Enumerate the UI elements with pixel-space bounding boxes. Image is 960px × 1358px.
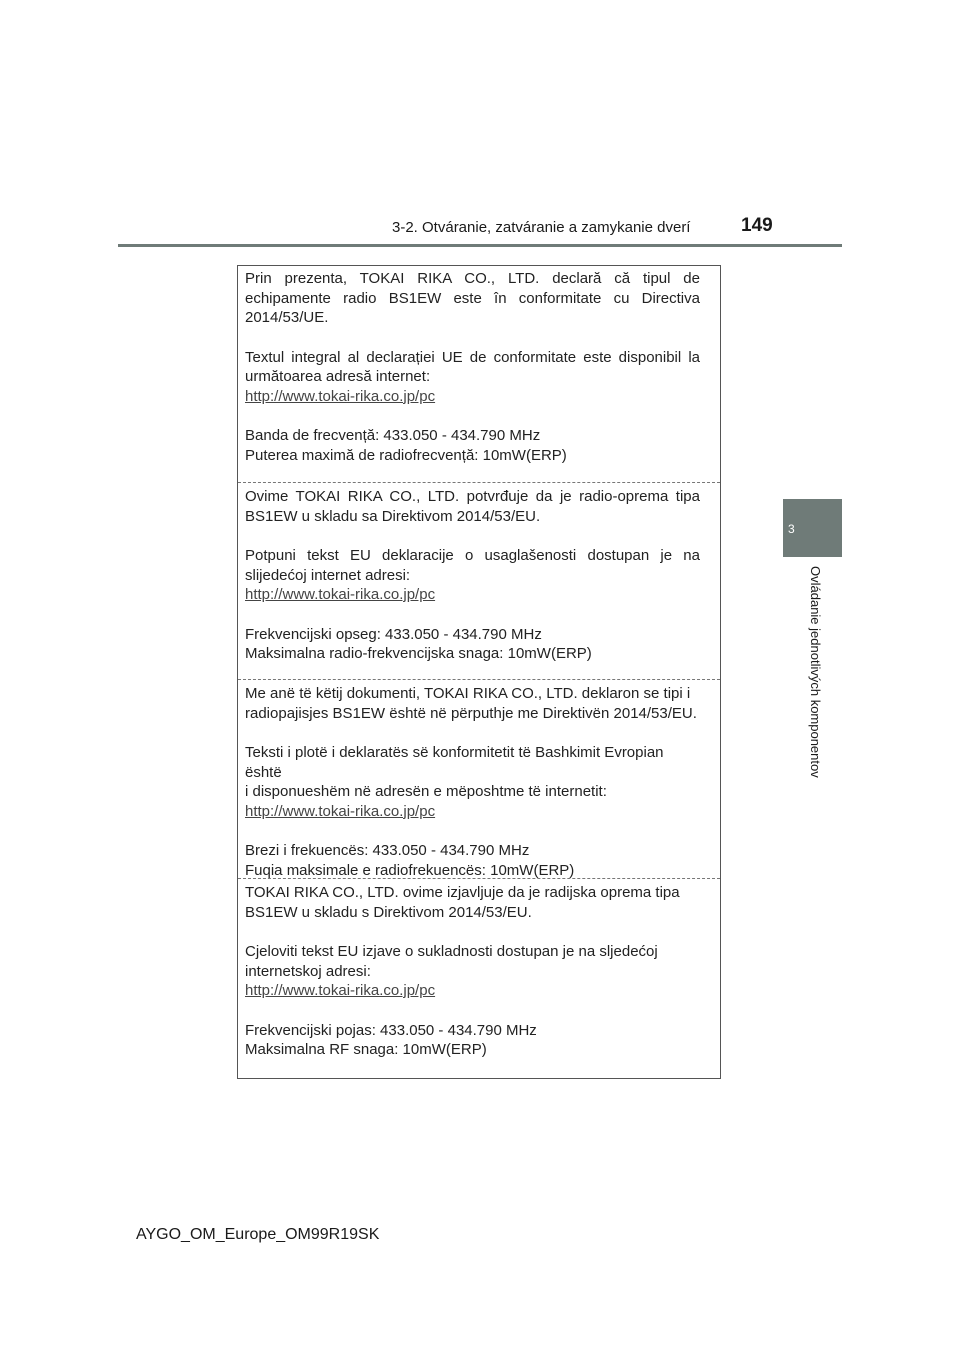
declaration-line: BS1EW u skladu sa Direktivom 2014/53/EU. bbox=[245, 507, 541, 525]
notice-block-croatian bbox=[245, 883, 700, 1060]
frequency-band: Brezi i frekuencës: 433.050 - 434.790 MHz bbox=[245, 842, 530, 859]
max-power: Maksimalna radio-frekvencijska snaga: 10mW(ERP) bbox=[245, 645, 592, 662]
max-power: Puterea maximă de radiofrecvență: 10mW(ERP) bbox=[245, 446, 567, 464]
declaration-link[interactable]: http://www.tokai-rika.co.jp/pc bbox=[245, 982, 436, 999]
notice-block-montenegrin bbox=[245, 487, 700, 664]
declaration-line: TOKAI RIKA CO., LTD. ovime izjavljuje da je radijska oprema tipa bbox=[245, 884, 680, 901]
declaration-line: Ovime TOKAI RIKA CO., LTD. potvrđuje da je radio-oprema tipa bbox=[245, 488, 700, 505]
block-separator bbox=[238, 679, 720, 680]
section-title: 3-2. Otváranie, zatváranie a zamykanie dverí bbox=[392, 219, 691, 236]
chapter-side-title: Ovládanie jednotlivých komponentov bbox=[808, 566, 823, 778]
max-power: Fuqia maksimale e radiofrekuencës: 10mW(ERP) bbox=[245, 861, 575, 879]
text-line: Potpuni tekst EU deklaracije o usaglašenosti dostupan je na bbox=[245, 547, 700, 564]
declaration-line: BS1EW u skladu s Direktivom 2014/53/EU. bbox=[245, 903, 532, 921]
block-separator bbox=[238, 878, 720, 879]
text-line: internetskoj adresi: bbox=[245, 962, 371, 980]
declaration-line: Me anë të këtij dokumenti, TOKAI RIKA CO., LTD. deklaron se tipi i bbox=[245, 685, 691, 702]
text-line: Teksti i plotë i deklaratës së konformitetit të Bashkimit Evropian është bbox=[245, 744, 664, 781]
frequency-band: Frekvencijski opseg: 433.050 - 434.790 MHz bbox=[245, 625, 542, 643]
max-power: Maksimalna RF snaga: 10mW(ERP) bbox=[245, 1041, 487, 1058]
text-line: următoarea adresă internet: bbox=[245, 368, 431, 385]
frequency-band: Banda de frecvență: 433.050 - 434.790 MHz bbox=[245, 427, 541, 444]
frequency-band: Frekvencijski pojas: 433.050 - 434.790 MHz bbox=[245, 1021, 537, 1039]
declaration-link[interactable]: http://www.tokai-rika.co.jp/pc bbox=[245, 802, 436, 820]
radio-compliance-notice-box bbox=[237, 265, 721, 1079]
declaration-link[interactable]: http://www.tokai-rika.co.jp/pc bbox=[245, 387, 436, 405]
text-line: Textul integral al declarației UE de conformitate este disponibil la bbox=[245, 348, 700, 366]
text-line: i disponueshëm në adresën e mëposhtme të internetit: bbox=[245, 783, 607, 800]
declaration-line: radiopajisjes BS1EW është në përputhje me Direktivën 2014/53/EU. bbox=[245, 704, 697, 722]
text-line: slijedećoj internet adresi: bbox=[245, 566, 411, 584]
notice-block-albanian bbox=[245, 684, 700, 880]
declaration-line: echipamente radio BS1EW este în conformitate cu Directiva bbox=[245, 289, 700, 307]
declaration-line: 2014/53/UE. bbox=[245, 309, 329, 326]
document-code: AYGO_OM_Europe_OM99R19SK bbox=[136, 1226, 380, 1243]
declaration-line: Prin prezenta, TOKAI RIKA CO., LTD. declară că tipul de bbox=[245, 270, 700, 287]
declaration-link[interactable]: http://www.tokai-rika.co.jp/pc bbox=[245, 586, 436, 603]
notice-block-romanian bbox=[245, 269, 700, 465]
chapter-number: 3 bbox=[788, 522, 795, 536]
chapter-tab bbox=[783, 499, 842, 557]
block-separator bbox=[238, 482, 720, 483]
header-divider bbox=[118, 244, 842, 247]
page-number: 149 bbox=[741, 215, 773, 236]
text-line: Cjeloviti tekst EU izjave o sukladnosti dostupan je na sljedećoj bbox=[245, 943, 658, 960]
